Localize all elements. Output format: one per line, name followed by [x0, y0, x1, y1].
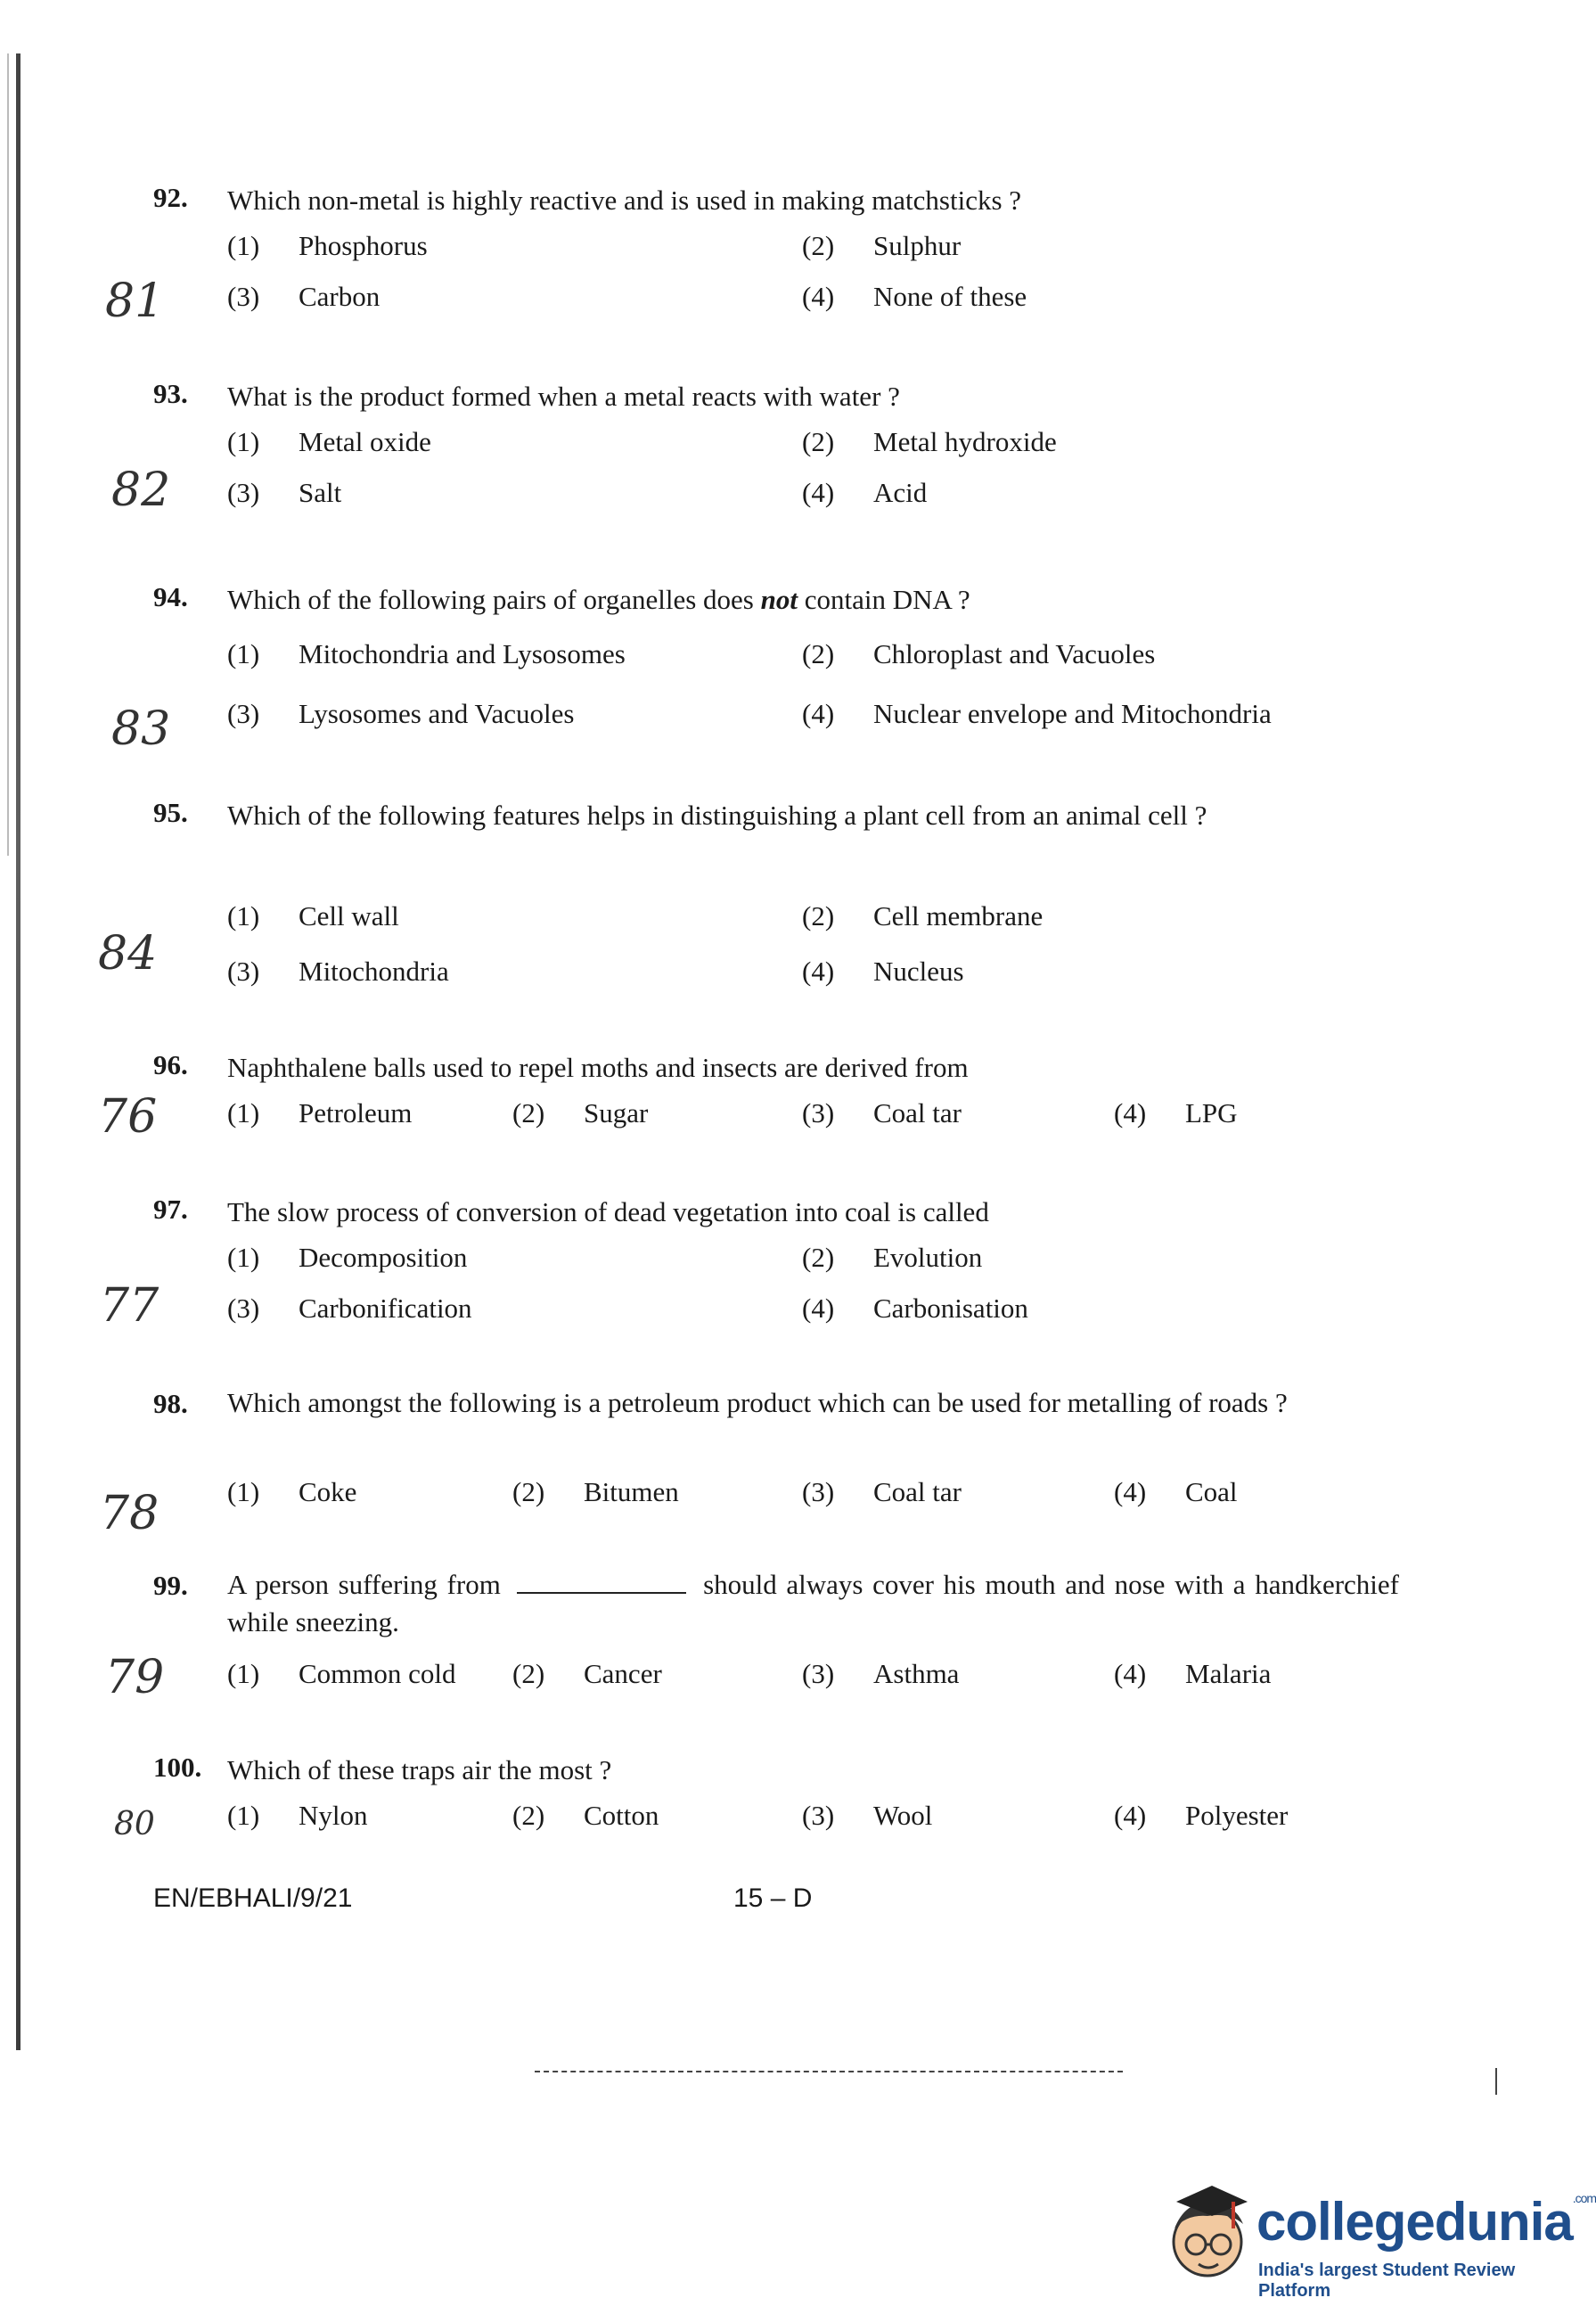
option-4[interactable]: (4) Acid — [802, 477, 928, 508]
option-2[interactable]: (2) Cell membrane — [802, 900, 1044, 931]
margin-tick — [1495, 2068, 1497, 2095]
option-2[interactable]: (2) Bitumen — [512, 1476, 679, 1507]
option-4[interactable]: (4) None of these — [802, 281, 1027, 312]
option-4[interactable]: (4) Nuclear envelope and Mitochondria — [802, 698, 1272, 729]
collegedunia-logo[interactable] — [1158, 2175, 1596, 2301]
option-4[interactable]: (4) Coal — [1114, 1476, 1238, 1507]
handwritten-mark: 79 — [105, 1651, 165, 1704]
option-3[interactable]: (3) Coal tar — [802, 1097, 962, 1128]
question-text: Which of the following features helps in distinguishing a plant cell from an animal cell ? — [227, 800, 1207, 831]
handwritten-mark: 81 — [105, 275, 165, 328]
option-2[interactable]: (2) Sulphur — [802, 230, 962, 261]
page-number: 15 – D — [733, 1883, 813, 1913]
option-3[interactable]: (3) Carbonification — [227, 1293, 472, 1324]
option-3[interactable]: (3) Mitochondria — [227, 956, 449, 987]
question-text: Naphthalene balls used to repel moths and insects are derived from — [227, 1052, 969, 1083]
option-1[interactable]: (1) Mitochondria and Lysosomes — [227, 638, 626, 669]
question-number: 97. — [153, 1194, 188, 1225]
question-number: 98. — [153, 1388, 188, 1419]
question-number: 100. — [153, 1752, 202, 1783]
option-2[interactable]: (2) Sugar — [512, 1097, 649, 1128]
option-3[interactable]: (3) Lysosomes and Vacuoles — [227, 698, 575, 729]
option-1[interactable]: (1) Phosphorus — [227, 230, 428, 261]
page-binding-edge — [16, 53, 20, 2050]
handwritten-mark: 84 — [98, 927, 158, 981]
option-2[interactable]: (2) Cancer — [512, 1658, 662, 1689]
option-1[interactable]: (1) Cell wall — [227, 900, 399, 931]
question-number: 94. — [153, 581, 188, 612]
option-2[interactable]: (2) Chloroplast and Vacuoles — [802, 638, 1156, 669]
option-3[interactable]: (3) Coal tar — [802, 1476, 962, 1507]
paper-code: EN/EBHALI/9/21 — [153, 1883, 353, 1913]
option-2[interactable]: (2) Evolution — [802, 1242, 983, 1273]
question-text: Which of these traps air the most ? — [227, 1754, 612, 1785]
question-number: 93. — [153, 378, 188, 409]
question-text: Which of the following pairs of organelles does not contain DNA ? — [227, 584, 970, 615]
question-text: Which non-metal is highly reactive and is used in making matchsticks ? — [227, 185, 1022, 216]
option-4[interactable]: (4) Nucleus — [802, 956, 964, 987]
option-3[interactable]: (3) Carbon — [227, 281, 381, 312]
option-4[interactable]: (4) Carbonisation — [802, 1293, 1028, 1324]
divider — [535, 2071, 1123, 2072]
option-4[interactable]: (4) Malaria — [1114, 1658, 1272, 1689]
logo-wordmark: collegedunia$^{.com}$ — [1256, 2191, 1596, 2252]
question-text: The slow process of conversion of dead vegetation into coal is called — [227, 1196, 989, 1227]
option-1[interactable]: (1) Metal oxide — [227, 426, 431, 457]
option-1[interactable]: (1) Decomposition — [227, 1242, 468, 1273]
question-number: 95. — [153, 797, 188, 828]
option-2[interactable]: (2) Cotton — [512, 1800, 659, 1831]
handwritten-mark: 77 — [100, 1279, 160, 1333]
logo-tagline: India's largest Student Review Platform — [1258, 2261, 1516, 2301]
option-3[interactable]: (3) Salt — [227, 477, 342, 508]
question-number: 92. — [153, 182, 188, 213]
option-2[interactable]: (2) Metal hydroxide — [802, 426, 1057, 457]
option-3[interactable]: (3) Wool — [802, 1800, 933, 1831]
question-text: A person suffering from should always cover his mouth and nose with a handkerchief while sneezing. — [227, 1569, 1399, 1637]
handwritten-mark: 78 — [100, 1487, 160, 1540]
question-text: What is the product formed when a metal reacts with water ? — [227, 381, 900, 412]
question-number: 96. — [153, 1049, 188, 1080]
option-3[interactable]: (3) Asthma — [802, 1658, 960, 1689]
handwritten-mark: 83 — [111, 702, 171, 756]
handwritten-mark: 76 — [98, 1090, 158, 1144]
option-1[interactable]: (1) Petroleum — [227, 1097, 413, 1128]
fill-in-blank[interactable] — [517, 1567, 686, 1594]
option-4[interactable]: (4) LPG — [1114, 1097, 1238, 1128]
handwritten-mark: 80 — [114, 1806, 155, 1842]
student-mascot-icon — [1158, 2175, 1256, 2291]
handwritten-mark: 82 — [111, 464, 171, 517]
question-text: Which amongst the following is a petroleum product which can be used for metalling of roads ? — [227, 1387, 1288, 1418]
page-binding-shadow — [7, 53, 9, 856]
option-4[interactable]: (4) Polyester — [1114, 1800, 1289, 1831]
option-1[interactable]: (1) Nylon — [227, 1800, 368, 1831]
question-number: 99. — [153, 1570, 188, 1601]
option-1[interactable]: (1) Common cold — [227, 1658, 456, 1689]
option-1[interactable]: (1) Coke — [227, 1476, 357, 1507]
